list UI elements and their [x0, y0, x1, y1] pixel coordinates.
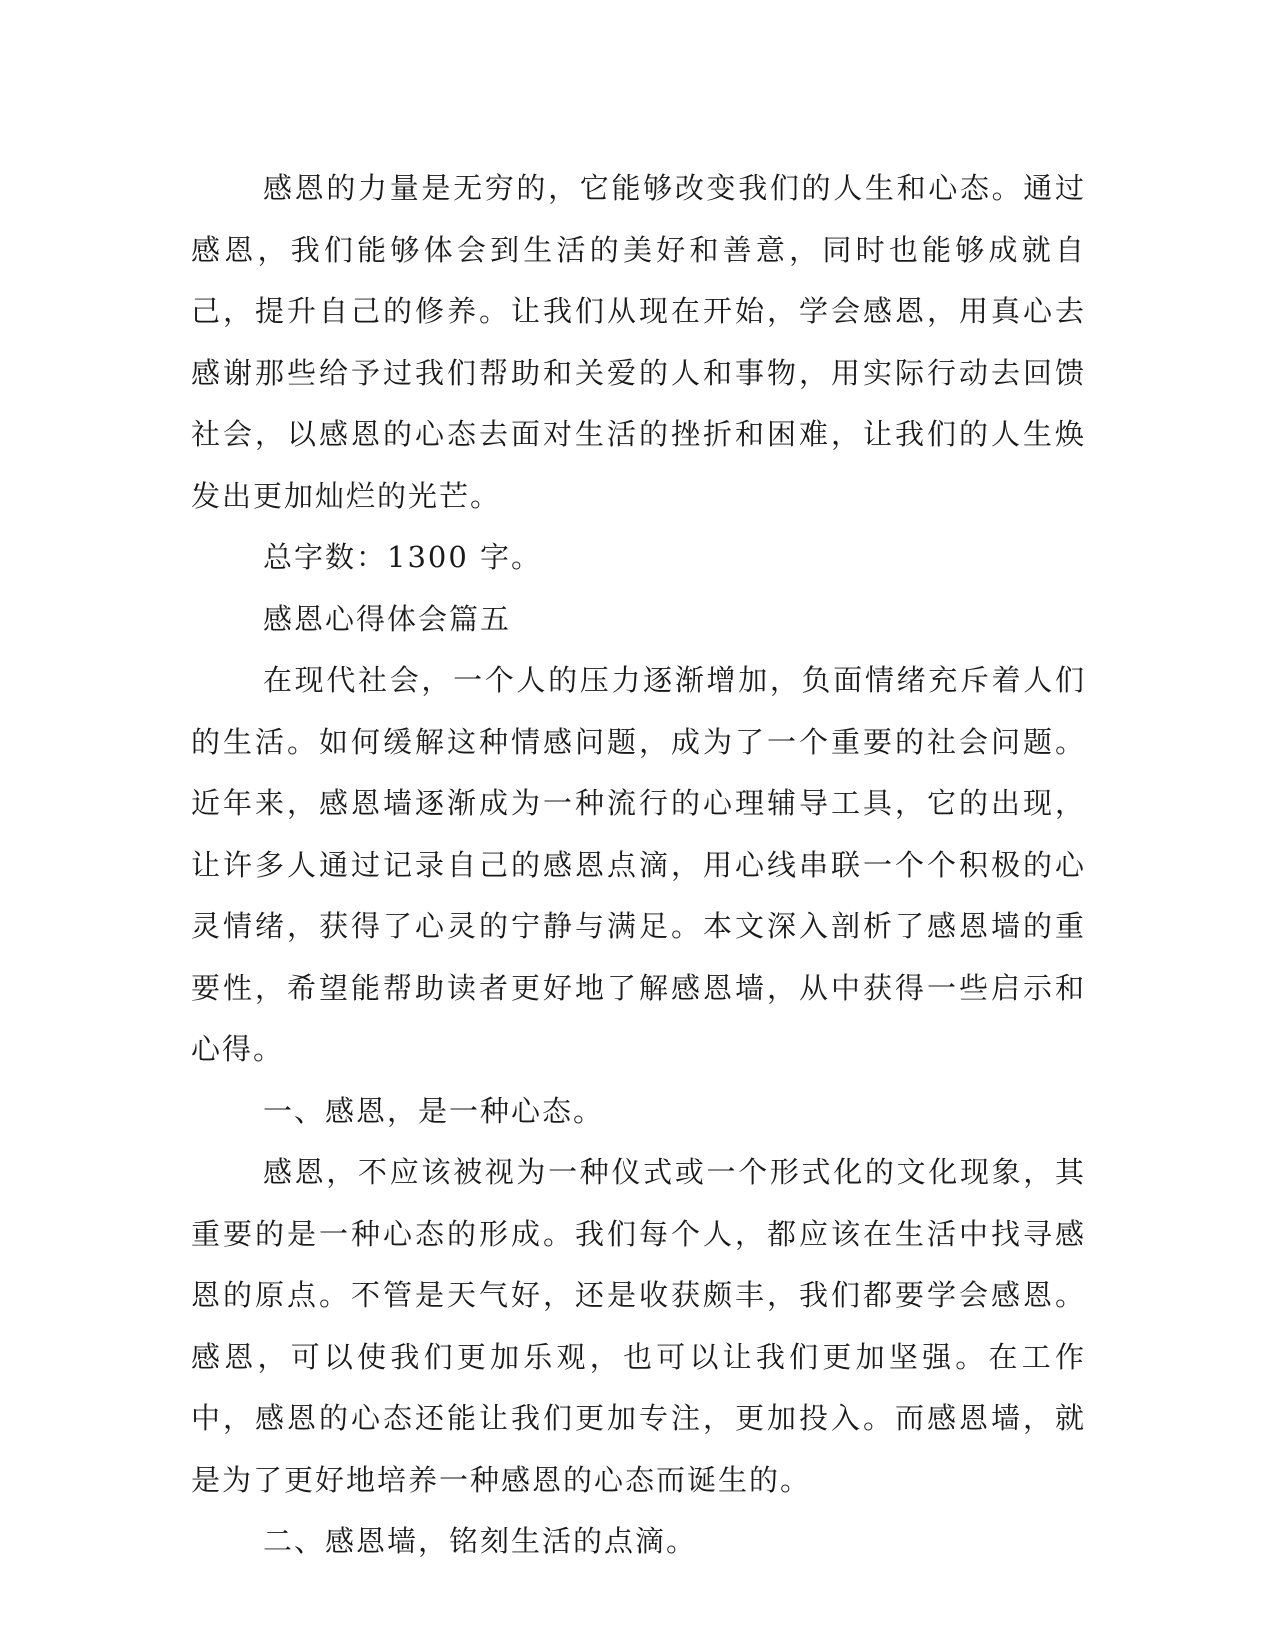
- paragraph-mindset: 感恩，不应该被视为一种仪式或一个形式化的文化现象，其重要的是一种心态的形成。我们每个人，都应该在生活中找寻感恩的原点。不管是天气好，还是收获颇丰，我们都要学会感恩。感恩，可以使我们更加乐观，也可以让我们更加坚强。在工作中，感恩的心态还能让我们更加专注，更加投入。而感恩墙，就是为了更好地培养一种感恩的心态而诞生的。: [191, 1155, 1086, 1497]
- word-count: 总字数：1300 字。: [263, 540, 543, 574]
- heading-one: 一、感恩，是一种心态。: [263, 1093, 605, 1128]
- paragraph-conclusion: 感恩的力量是无穷的，它能够改变我们的人生和心态。通过感恩，我们能够体会到生活的美好和善意，同时也能够成就自己，提升自己的修养。让我们从现在开始，学会感恩，用真心去感谢那些给予过我们帮助和关爱的人和事物，用实际行动去回馈社会，以感恩的心态去面对生活的挫折和困难，让我们的人生焕发出更加灿烂的光芒。: [191, 171, 1086, 513]
- paragraph-intro: 在现代社会，一个人的压力逐渐增加，负面情绪充斥着人们的生活。如何缓解这种情感问题，成为了一个重要的社会问题。近年来，感恩墙逐渐成为一种流行的心理辅导工具，它的出现，让许多人通过记录自己的感恩点滴，用心线串联一个个积极的心灵情绪，获得了心灵的宁静与满足。本文深入剖析了感恩墙的重要性，希望能帮助读者更好地了解感恩墙，从中获得一些启示和心得。: [191, 663, 1086, 1066]
- heading-two: 二、感恩墙，铭刻生活的点滴。: [263, 1524, 698, 1558]
- section-title: 感恩心得体会篇五: [263, 601, 512, 636]
- document-body: [191, 158, 1086, 1573]
